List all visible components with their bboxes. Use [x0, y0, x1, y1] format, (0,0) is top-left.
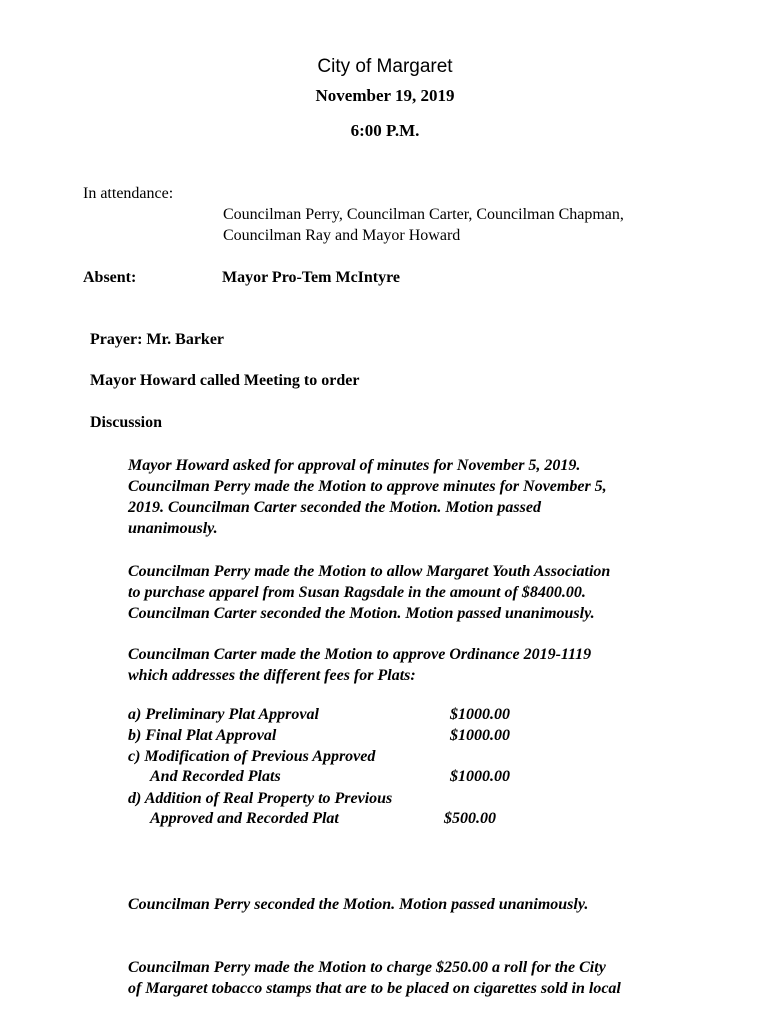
- fee-amount-d: $500.00: [444, 810, 496, 827]
- paragraph-line: Councilman Perry made the Motion to allow Margaret Youth Association: [128, 563, 611, 580]
- call-to-order: Mayor Howard called Meeting to order: [90, 372, 360, 389]
- ordinance-paragraph: [128, 644, 688, 686]
- paragraph-line: Mayor Howard asked for approval of minutes for November 5, 2019.: [128, 457, 581, 474]
- paragraph-line: unanimously.: [128, 520, 218, 537]
- minutes-approval-paragraph: [128, 455, 688, 539]
- youth-association-paragraph: [128, 561, 688, 624]
- paragraph-line: 2019. Councilman Carter seconded the Motion. Motion passed: [128, 499, 541, 516]
- attendance-line-2: Councilman Ray and Mayor Howard: [223, 227, 461, 244]
- tobacco-stamps-paragraph: [128, 957, 688, 999]
- fee-amount-a: $1000.00: [450, 706, 510, 723]
- attendance-line-1: Councilman Perry, Councilman Carter, Councilman Chapman,: [223, 206, 624, 223]
- fee-item-c: c) Modification of Previous Approved: [128, 748, 376, 765]
- attendance-label: In attendance:: [83, 185, 174, 202]
- fee-item-c-continued: And Recorded Plats: [150, 768, 281, 785]
- meeting-time: 6:00 P.M.: [350, 121, 420, 140]
- paragraph-line: which addresses the different fees for Plats:: [128, 667, 416, 684]
- prayer-line: Prayer: Mr. Barker: [90, 331, 225, 348]
- fee-item-d-continued: Approved and Recorded Plat: [150, 810, 339, 827]
- paragraph-line: to purchase apparel from Susan Ragsdale in the amount of $8400.00.: [128, 584, 586, 601]
- fee-item-b: b) Final Plat Approval: [128, 727, 277, 744]
- meeting-date: November 19, 2019: [315, 86, 455, 105]
- city-title: City of Margaret: [317, 56, 453, 77]
- discussion-heading: Discussion: [90, 414, 163, 431]
- paragraph-line: Councilman Carter made the Motion to approve Ordinance 2019-1119: [128, 646, 592, 663]
- paragraph-line: of Margaret tobacco stamps that are to be placed on cigarettes sold in local: [128, 980, 621, 997]
- fee-amount-c: $1000.00: [450, 768, 510, 785]
- paragraph-line: Councilman Perry made the Motion to charge $250.00 a roll for the City: [128, 959, 606, 976]
- fee-item-d: d) Addition of Real Property to Previous: [128, 790, 393, 807]
- paragraph-line: Councilman Perry made the Motion to approve minutes for November 5,: [128, 478, 607, 495]
- fee-amount-b: $1000.00: [450, 727, 510, 744]
- second-motion-paragraph: [128, 894, 688, 915]
- absent-value: Mayor Pro-Tem McIntyre: [222, 269, 401, 286]
- fee-item-a: a) Preliminary Plat Approval: [128, 706, 319, 723]
- paragraph-line: Councilman Carter seconded the Motion. Motion passed unanimously.: [128, 605, 595, 622]
- paragraph-line: Councilman Perry seconded the Motion. Motion passed unanimously.: [128, 896, 589, 913]
- absent-label: Absent:: [83, 269, 137, 286]
